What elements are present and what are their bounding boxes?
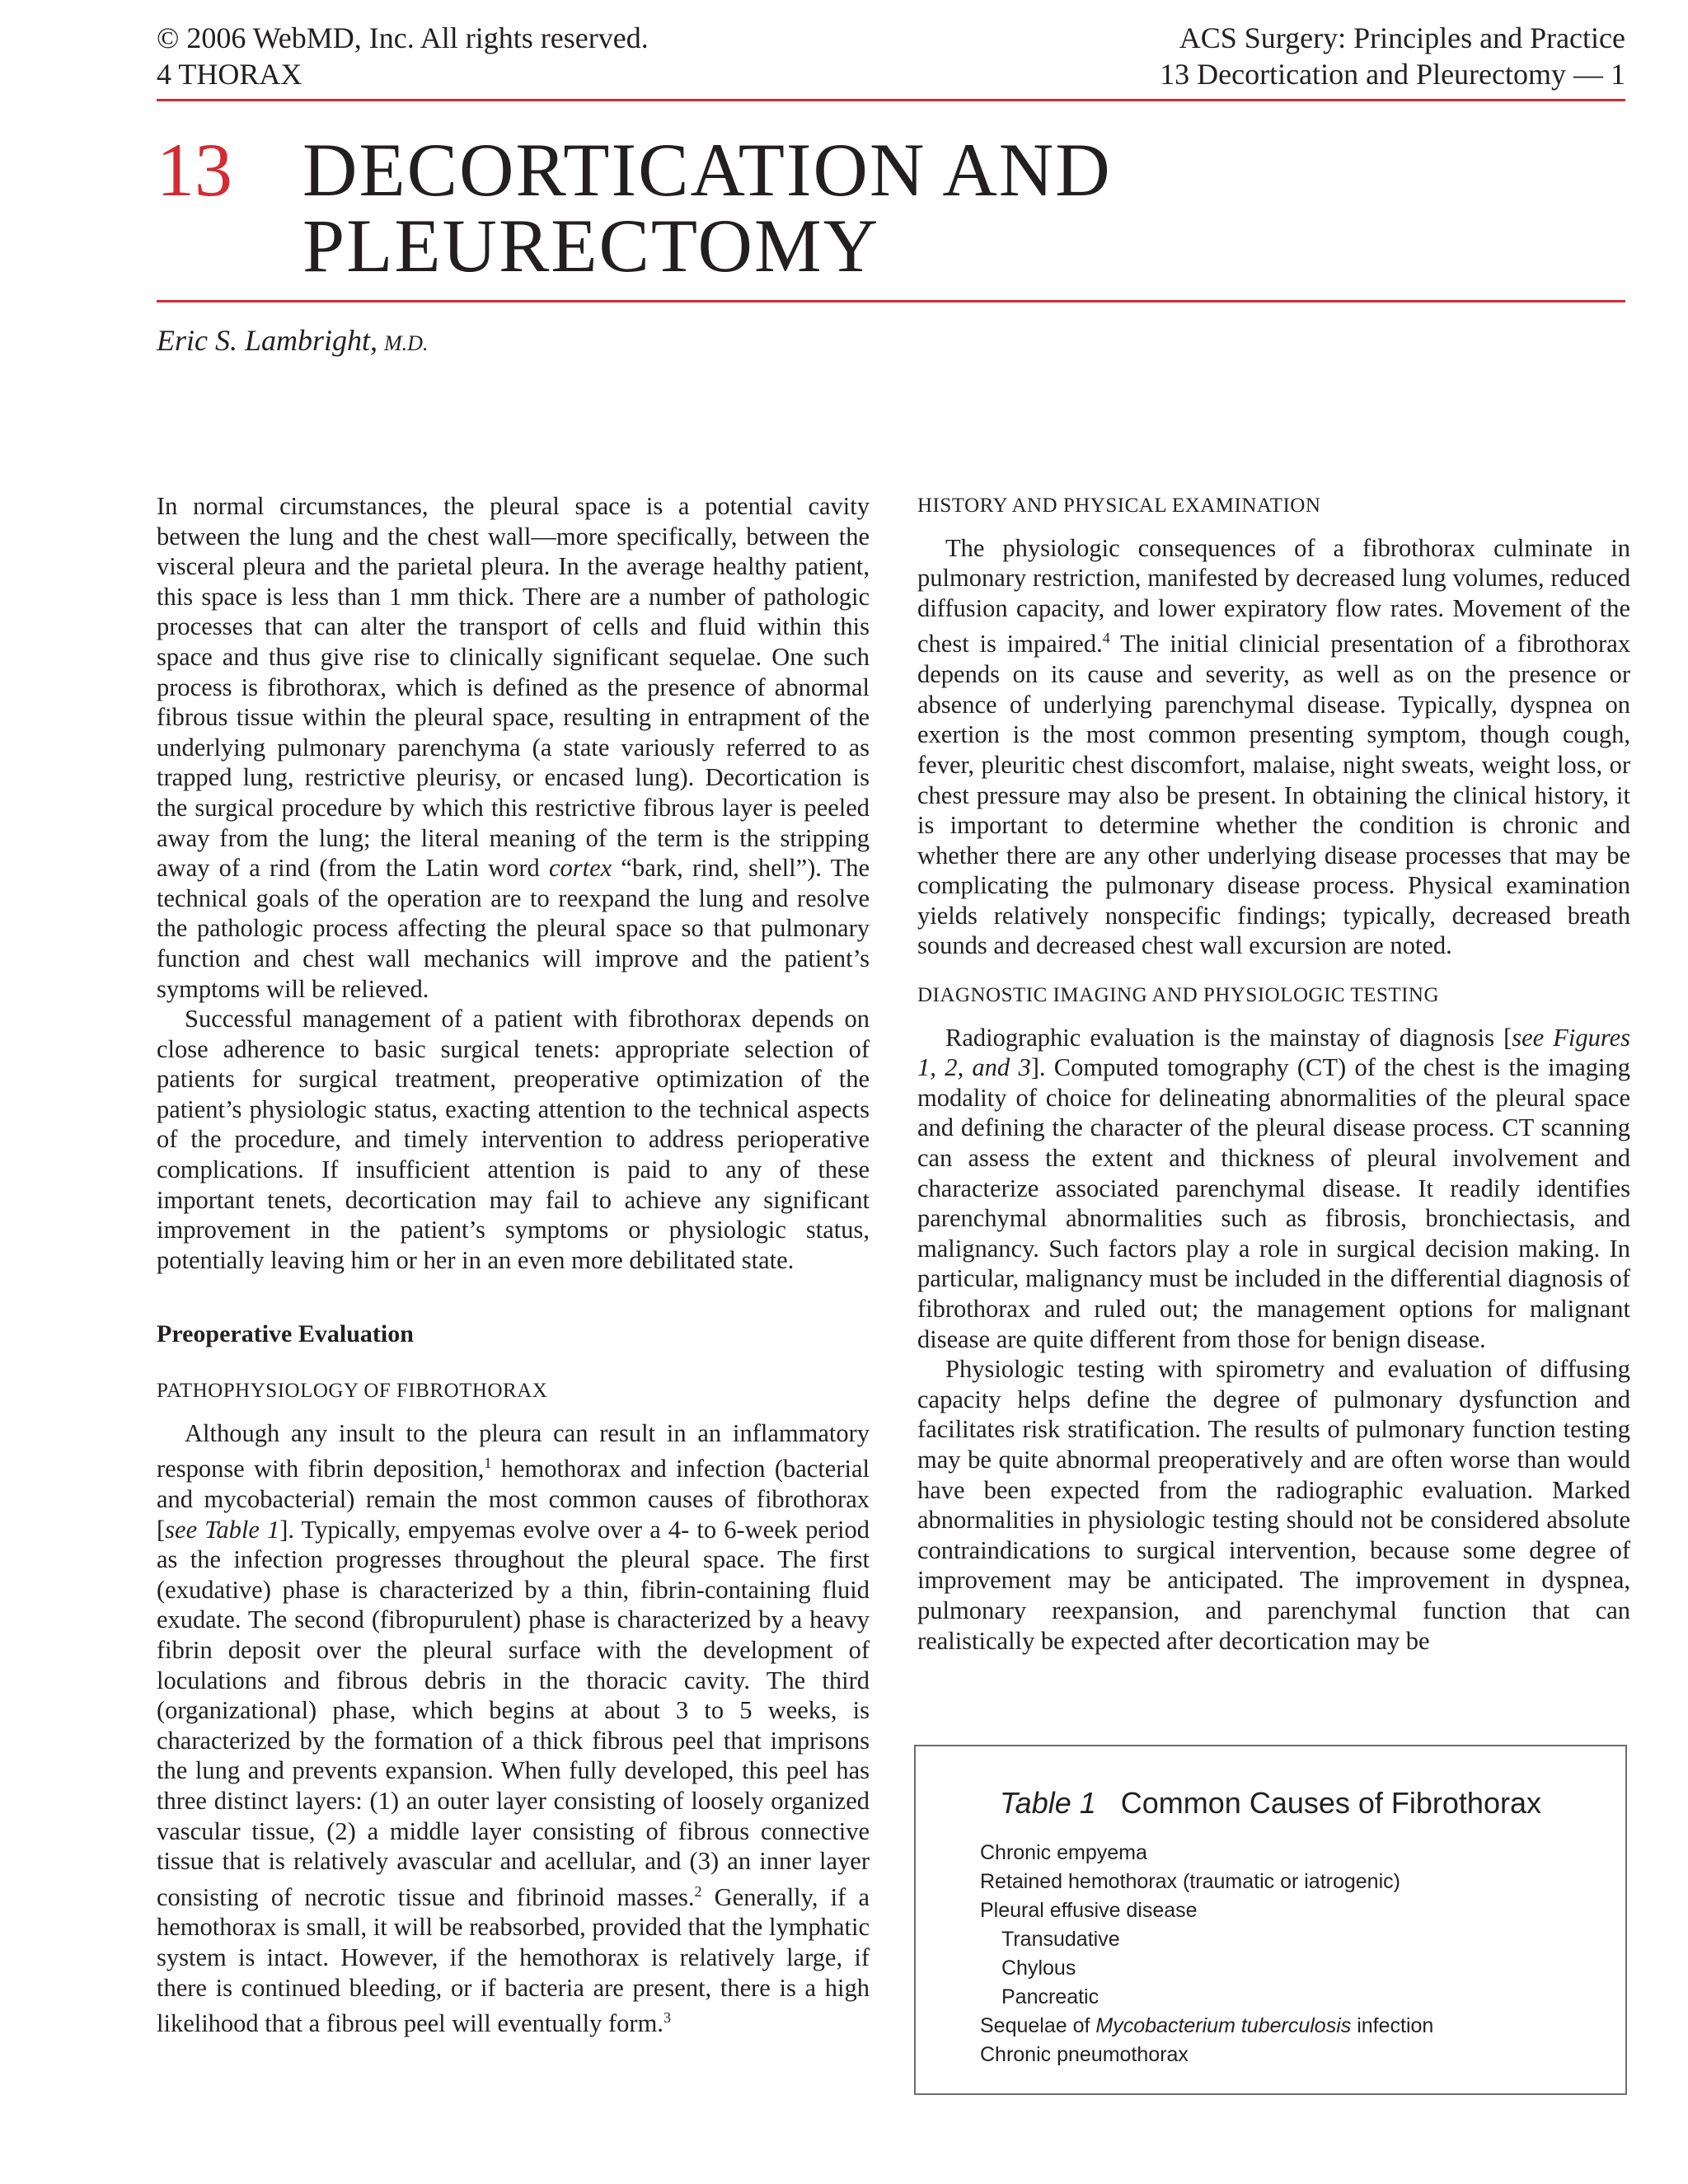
chapter-title-line-1: DECORTICATION AND <box>302 128 1112 212</box>
chapter-reference: 13 Decortication and Pleurectomy — 1 <box>1160 58 1625 91</box>
left-column <box>157 491 870 2039</box>
table-cross-reference: see Table 1 <box>165 1515 280 1544</box>
intro-paragraph-1: In normal circumstances, the pleural space is a potential cavity between the lung and the chest wall—more specifically, between the visceral pleura and the parietal pleura. In the average healthy patient, this space is less than 1 mm thick. There are a number of pathologic processes that can alter the transport of cells and fluid within this space and thus give rise to clinically significant sequelae. One such process is fibrothorax, which is defined as the presence of abnormal fibrous tissue within the pleural space, resulting in entrapment of the underlying pulmonary parenchyma (a state variously referred to as trapped lung, restrictive pleurisy, or encased lung). Decortication is the surgical procedure by which this restrictive fibrous layer is peeled away from the lung; the literal meaning of the term is the stripping away of a rind (from the Latin word cortex “bark, rind, shell”). The technical goals of the operation are to reexpand the lung and resolve the pathologic process affecting the pleural space so that pulmonary function and chest wall mechanics will improve and the patient’s symptoms will be relieved. <box>157 492 870 1003</box>
chapter-title <box>302 128 1456 288</box>
pathophysiology-paragraph: Although any insult to the pleura can result in an inflammatory response with fibrin deposition,$^1$ hemothorax and infection (bacterial and mycobacterial) remain the most common causes of fibrothorax [see Table 1]. Typically, empyemas evolve over a 4- to 6-week period as the infection progresses throughout the pleural space. The first (exudative) phase is characterized by a thin, fibrin-containing fluid exudate. The second (fibropurulent) phase is characterized by a heavy fibrin deposit over the pleural surface with the development of loculations and fibrous debris in the thoracic cavity. The third (organizational) phase, which begins at about 3 to 5 weeks, is characterized by the formation of a thick fibrous peel that imprisons the lung and prevents expansion. When fully developed, this peel has three distinct layers: (1) an outer layer consisting of loosely organized vascular tissue, (2) a middle layer consisting of fibrous connective tissue that is relatively avascular and acellular, and (3) an inner layer consisting of necrotic tissue and fibrinoid masses.$^2$ Generally, if a hemothorax is small, it will be reabsorbed, provided that the lymphatic system is intact. However, if the hemothorax is relatively large, if there is continued bleeding, or if bacteria are present, there is a high likelihood that a fibrous peel will eventually form.$^3$ <box>157 1418 870 2038</box>
list-subitem: Pancreatic <box>1001 1985 1100 2008</box>
list-item: Retained hemothorax (traumatic or iatrogenic) <box>980 1870 1400 1893</box>
subheading-history: HISTORY AND PHYSICAL EXAMINATION <box>917 494 1321 517</box>
header-rule <box>157 99 1625 101</box>
list-item: Chronic pneumothorax <box>980 2043 1189 2066</box>
reference-2: 2 <box>694 1882 702 1900</box>
list-subitem: Transudative <box>1001 1928 1120 1951</box>
chapter-number: 13 <box>157 128 232 212</box>
copyright-notice: © 2006 WebMD, Inc. All rights reserved. <box>157 21 649 54</box>
chapter-title-line-2: PLEURECTOMY <box>302 204 880 288</box>
reference-4: 4 <box>1102 630 1110 647</box>
table-label: Table 1 <box>1000 1786 1096 1820</box>
running-header-right <box>1160 20 1625 92</box>
list-subitem: Chylous <box>1001 1957 1076 1980</box>
author-name: Eric S. Lambright, <box>157 324 378 357</box>
subheading-pathophysiology: PATHOPHYSIOLOGY OF FIBROTHORAX <box>157 1380 548 1403</box>
list-item: Sequelae of Mycobacterium tuberculosis infection <box>980 2014 1434 2037</box>
section-label: 4 THORAX <box>157 58 302 91</box>
running-header-left <box>157 20 649 92</box>
table-title <box>916 1786 1625 1821</box>
reference-3: 3 <box>663 2009 671 2027</box>
author-line <box>157 323 428 358</box>
figure-cross-reference: see Figures 1, 2, and 3 <box>917 1023 1630 1082</box>
book-title: ACS Surgery: Principles and Practice <box>1179 21 1625 54</box>
history-paragraph: The physiologic consequences of a fibrothorax culminate in pulmonary restriction, manifested by decreased lung volumes, reduced diffusion capacity, and lower expiratory flow rates. Movement of the chest is impaired.$^4$ The initial clinicial presentation of a fibrothorax depends on its cause and severity, as well as on the presence or absence of underlying parenchymal disease. Typically, dyspnea on exertion is the most common presenting symptom, though cough, fever, pleuritic chest discomfort, malaise, night sweats, weight loss, or chest pressure may also be present. In obtaining the clinical history, it is important to determine whether the condition is chronic and whether there are any other underlying disease processes that may be complicating the pulmonary disease process. Physical examination yields relatively nonspecific findings; typically, decreased breath sounds and decreased chest wall excursion are noted. <box>917 533 1630 960</box>
intro-paragraph-2: Successful management of a patient with fibrothorax depends on close adherence to basic surgical tenets: appropriate selection of patients for surgical treatment, preoperative optimization of the patient’s physiologic status, exacting attention to the technical aspects of the procedure, and timely intervention to address perioperative complications. If insufficient attention is paid to any of these important tenets, decortication may fail to achieve any significant improvement in the patient’s symptoms or physiologic status, potentially leaving him or her in an even more debilitated state. <box>157 1005 870 1274</box>
reference-1: 1 <box>484 1455 492 1472</box>
subheading-diagnostic: DIAGNOSTIC IMAGING AND PHYSIOLOGIC TESTING <box>917 984 1440 1007</box>
table-caption: Common Causes of Fibrothorax <box>1120 1786 1541 1820</box>
list-item: Chronic empyema <box>980 1841 1147 1864</box>
table-1 <box>914 1745 1627 2095</box>
author-degree: M.D. <box>384 331 429 355</box>
physiologic-testing-paragraph: Physiologic testing with spirometry and evaluation of diffusing capacity helps define the degree of pulmonary dysfunction and facilitates risk stratification. The results of pulmonary function testing may be quite abnormal preoperatively and are often worse than would have been expected from the radiographic evaluation. Marked abnormalities in physiologic testing should not be considered absolute contraindications to surgical intervention, because some degree of improvement may be anticipated. The improvement in dyspnea, pulmonary reexpansion, and parenchymal function that can realistically be expected after decortication may be <box>917 1355 1630 1655</box>
title-rule <box>157 300 1625 302</box>
list-item: Pleural effusive disease <box>980 1899 1198 1922</box>
section-heading: Preoperative Evaluation <box>157 1320 414 1348</box>
diagnostic-paragraph: Radiographic evaluation is the mainstay of diagnosis [see Figures 1, 2, and 3]. Computed tomography (CT) of the chest is the imaging modality of choice for delineating abnormalities of the pleural space and defining the character of the pleural disease process. CT scanning can assess the extent and thickness of pleural involvement and characterize associated parenchymal disease. It readily identifies parenchymal abnormalities such as fibrosis, bronchiectasis, and malignancy. Such factors play a role in surgical decision making. In particular, malignancy must be included in the differential diagnosis of fibrothorax and ruled out; the management options for malignant disease are quite different from those for benign disease. <box>917 1023 1630 1353</box>
right-column <box>917 491 1630 1656</box>
table-cause-list <box>980 1839 1433 2069</box>
